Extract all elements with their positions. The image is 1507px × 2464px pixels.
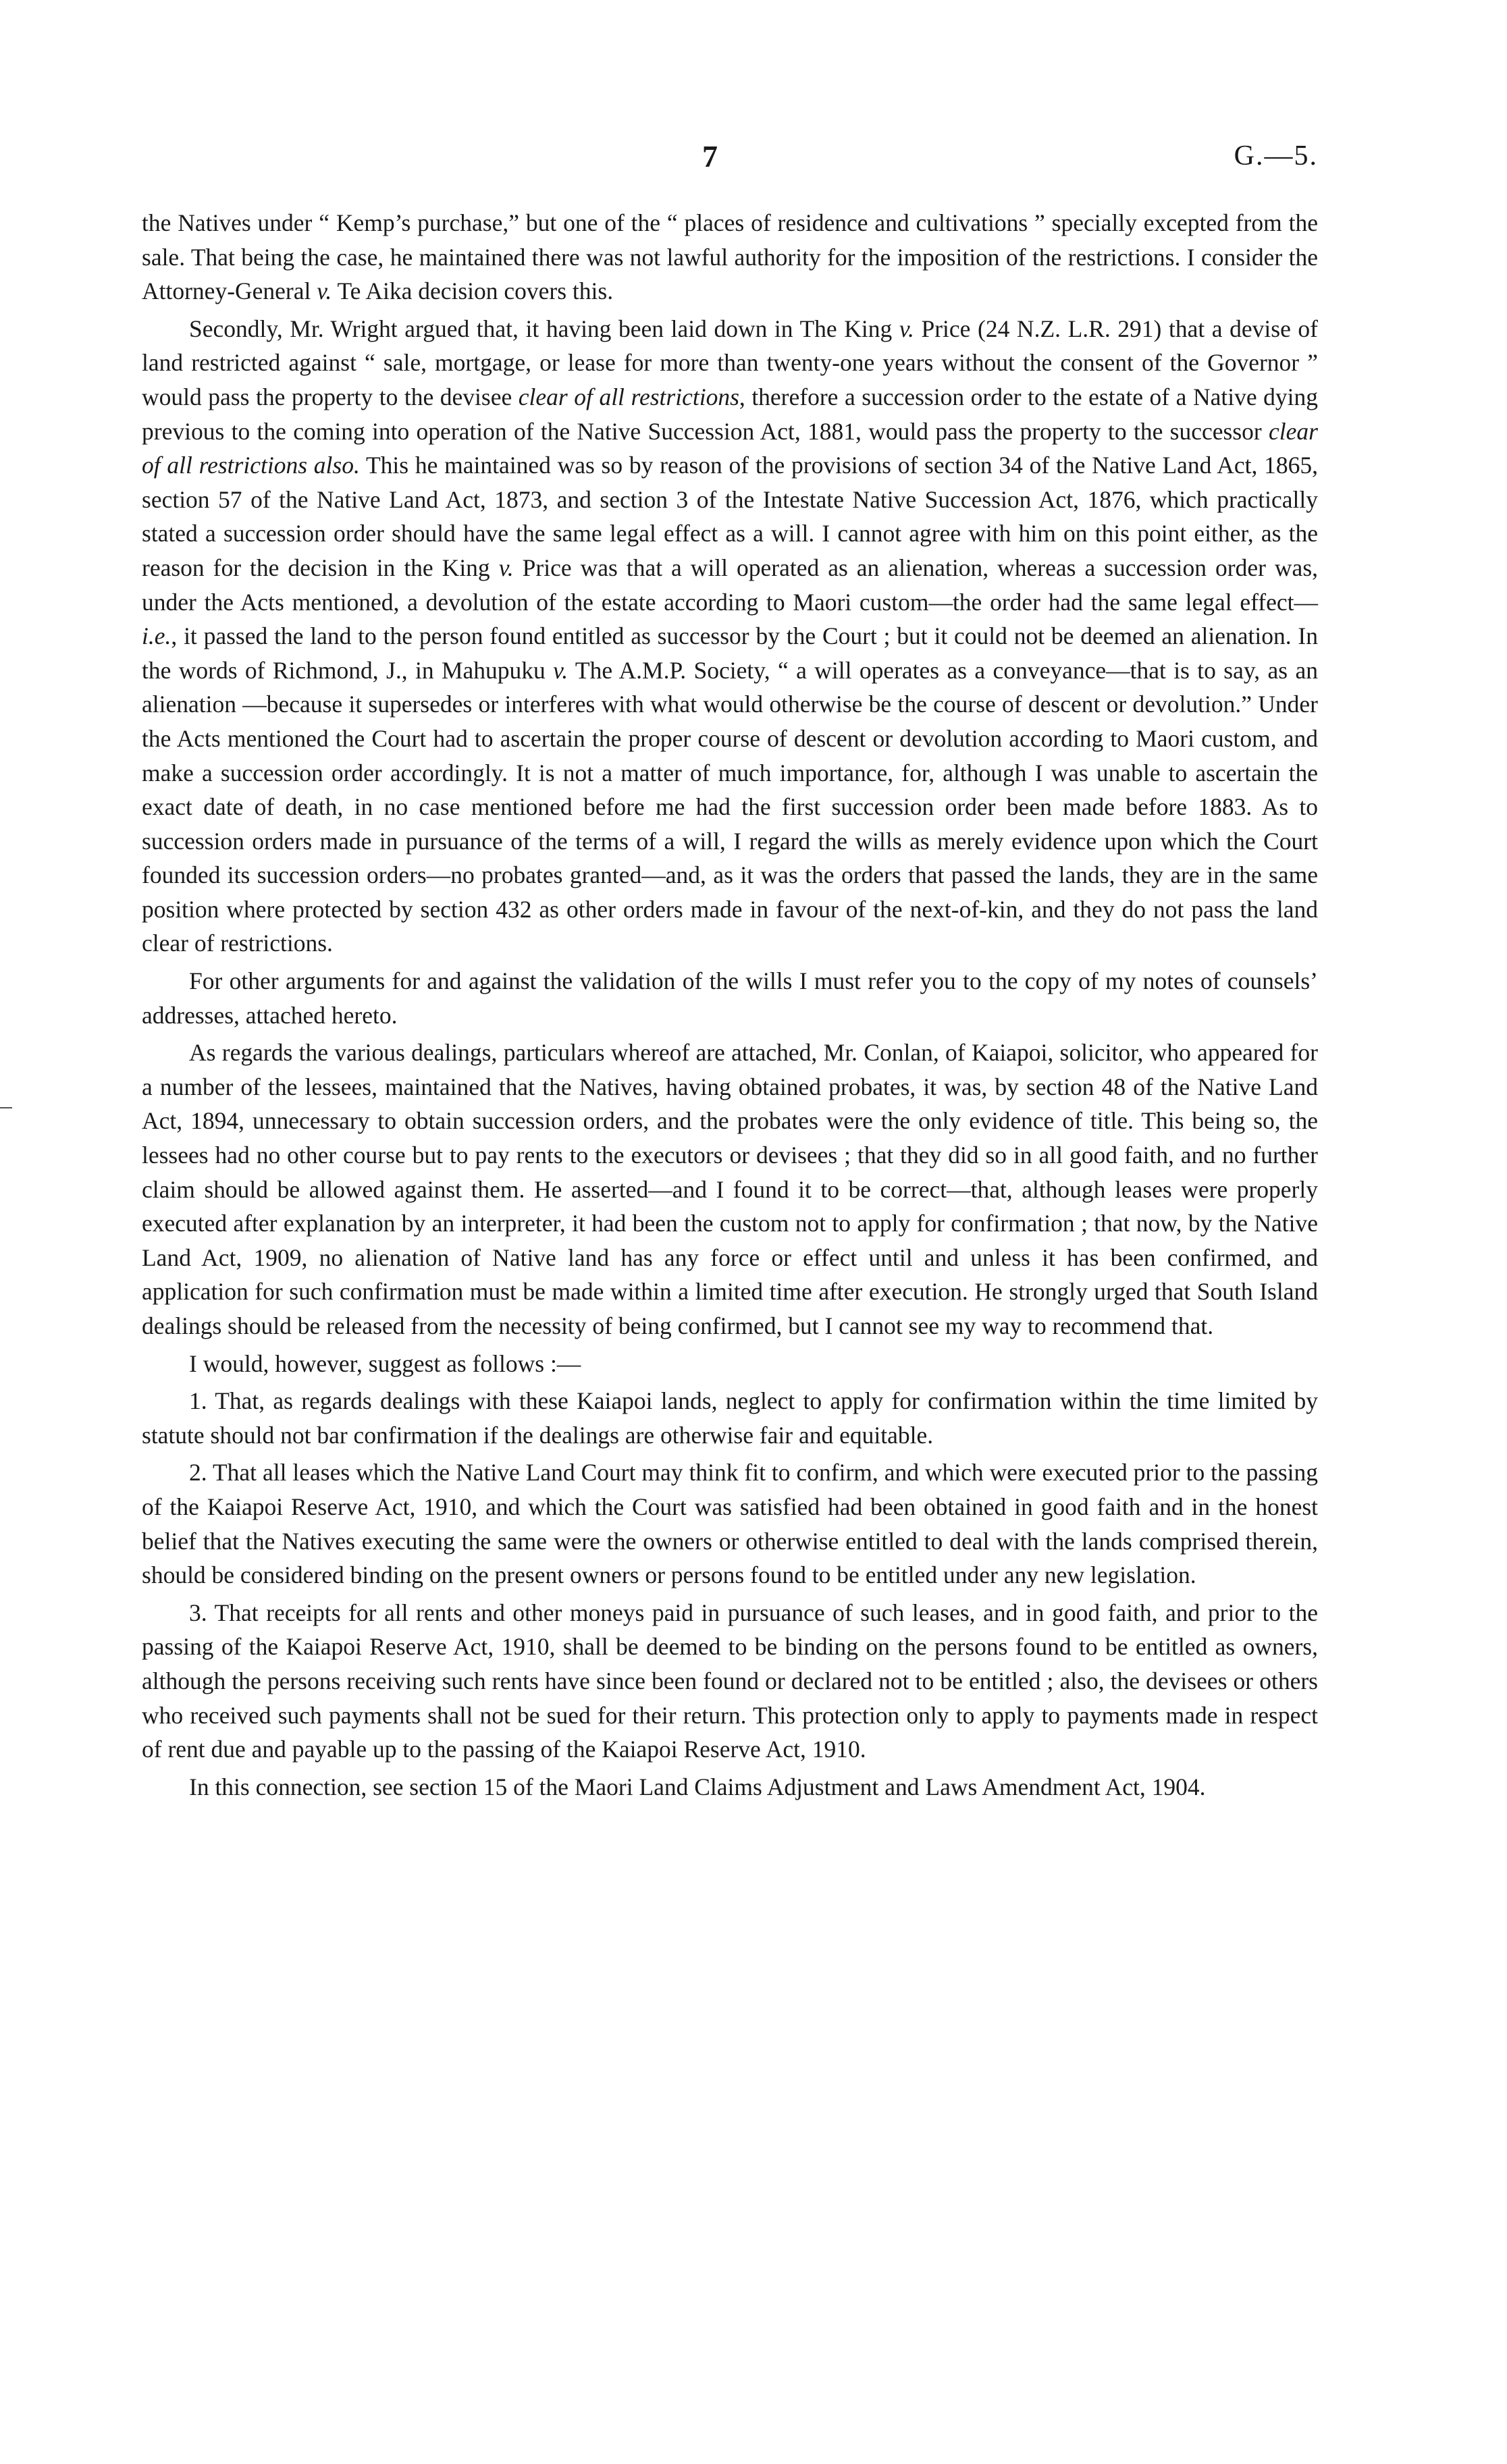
text-run: In this connection, see section 15 of the Maori Land Claims Adjustment and Laws Amendment Act, 1904. [189,1773,1206,1800]
text-run: , therefore a succession order to the estate of a Native dying previous to the coming into operation of the Native Succession Act, 1881, would pass the property to the successor [142,383,1318,445]
text-run: 2. That all leases which the Native Land Court may think fit to confirm, and which were executed prior to the passing of the Kaiapoi Reserve Act, 1910, and which the Court was satisfied had been obtained in good faith and in the honest belief that the Natives executing the same were the owners or otherwise entitled to deal with the lands comprised therein, should be considered binding on the present owners or persons found to be entitled under any new legislation. [142,1459,1318,1589]
italic-text: v. [317,277,332,305]
list-item [142,1384,1318,1452]
document-body [142,206,1318,1807]
paragraph [142,1770,1318,1804]
margin-mark [0,1107,12,1108]
paragraph [142,206,1318,309]
page-number: 7 [702,139,718,173]
italic-text: v. [553,656,569,684]
italic-text: v. [498,554,514,581]
text-run: Secondly, Mr. Wright argued that, it having been laid down in The King [189,315,899,342]
text-run: Te Aika decision covers this. [332,277,614,305]
paragraph [142,1347,1318,1381]
text-run: 1. That, as regards dealings with these Kaiapoi lands, neglect to apply for confirmation within the time limited by statute should not bar confirmation if the dealings are otherwise fair and equitable. [142,1387,1318,1449]
text-run: I would, however, suggest as follows :— [189,1349,581,1377]
italic-text: v. [899,315,914,342]
text-run: , it passed the land to the person found entitled as successor by the Court ; but it could not be deemed an alienation. In the words of Richmond, J., in Mahupuku [142,622,1318,684]
text-run: the Natives under “ Kemp’s purchase,” but one of the “ places of residence and cultivations ” specially excepted from the sale. That being the case, he maintained there was not lawful authority for the imposition of the restrictions. I consider the Attorney-General [142,209,1318,305]
text-run: 3. That receipts for all rents and other moneys paid in pursuance of such leases, and in good faith, and prior to the passing of the Kaiapoi Reserve Act, 1910, shall be deemed to be binding on the persons found to be entitled as owners, although the persons receiving such rents have since been found or declared not to be entitled ; also, the devisees or others who received such payments shall not be sued for their return. This protection only to apply to payments made in respect of rent due and payable up to the passing of the Kaiapoi Reserve Act, 1910. [142,1599,1318,1763]
text-run: For other arguments for and against the validation of the wills I must refer you to the copy of my notes of counsels’ addresses, attached hereto. [142,967,1318,1029]
text-run: This he maintained was so by reason of the provisions of section 34 of the Native Land Act, 1865, section 57 of the Native Land Act, 1873, and section 3 of the Intestate Native Succession Act, 1876, which practically stated a succession order should have the same legal effect as a will. I cannot agree with him on this point either, as the reason for the decision in the King [142,452,1318,581]
list-item [142,1596,1318,1767]
text-run: Price (24 N.Z. L.R. 291) that a devise of land restricted against “ sale, mortgage, or lease for more than twenty-one years without the consent of the Governor ” would pass the property to the devisee [142,315,1318,410]
text-run: As regards the various dealings, particulars whereof are attached, Mr. Conlan, of Kaiapoi, solicitor, who appeared for a number of the lessees, maintained that the Natives, having obtained probates, it was, by section 48 of the Native Land Act, 1894, unnecessary to obtain succession orders, and the probates were the only evidence of title. This being so, the lessees had no other course but to pay rents to the executors or devisees ; that they did so in all good faith, and no further claim should be allowed against them. He asserted—and I found it to be correct—that, although leases were properly executed after explanation by an interpreter, it had been the custom not to apply for confirmation ; that now, by the Native Land Act, 1909, no alienation of Native land has any force or effect until and unless it has been confirmed, and application for such confirmation must be made within a limited time after execution. He strongly urged that South Island dealings should be released from the necessity of being confirmed, but I cannot see my way to recommend that. [142,1039,1318,1339]
page-header [0,138,1507,179]
italic-text: clear of all restrictions [518,383,739,410]
paragraph [142,312,1318,961]
text-run: The A.M.P. Society, “ a will operates as a conveyance—that is to say, as an alienation —because it supersedes or interferes with what would otherwise be the course of descent or devolution.” Under the Acts mentioned the Court had to ascertain the proper course of descent or devolution according to Maori custom, and make a succession order accordingly. It is not a matter of much importance, for, although I was unable to ascertain the exact date of death, in no case mentioned before me had the first succession order been made before 1883. As to succession orders made in pursuance of the terms of a will, I regard the wills as merely evidence upon which the Court founded its succession orders—no probates granted—and, as it was the orders that passed the lands, they are in the same position where protected by section 432 as other orders made in favour of the next-of-kin, and they do not pass the land clear of restrictions. [142,656,1318,957]
italic-text: i.e. [142,622,171,650]
paragraph [142,964,1318,1032]
italic-text: clear of all restrictions also. [142,417,1318,479]
paper-reference: G.—5. [1234,140,1318,171]
text-run: Price was that a will operated as an alienation, whereas a succession order was, under the Acts mentioned, a devolution of the estate according to Maori custom—the order had the same legal effect— [142,554,1319,616]
list-item [142,1455,1318,1592]
paragraph [142,1036,1318,1343]
